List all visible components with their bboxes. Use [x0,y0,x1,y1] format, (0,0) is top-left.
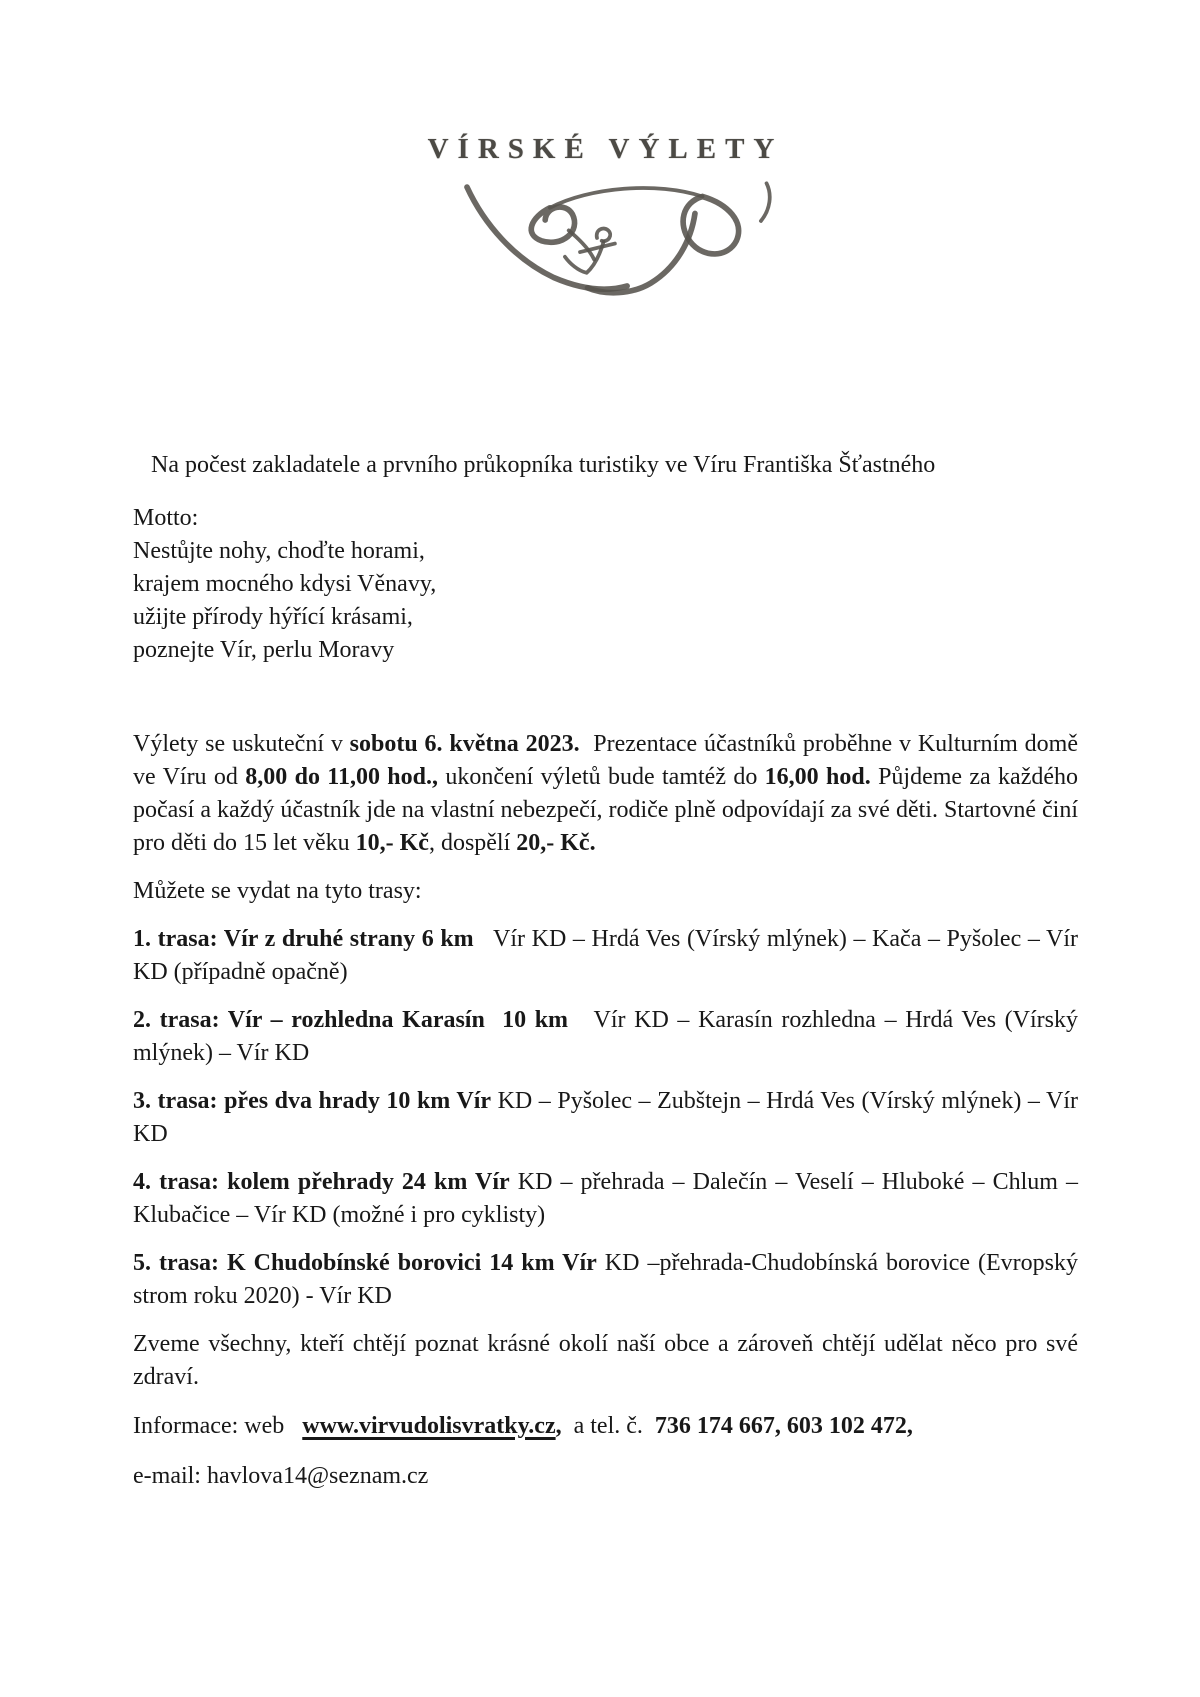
route-description: KD – Pyšolec – Zubštejn – Hrdá Ves (Vírský mlýnek) – Vír KD [133,1088,1084,1147]
route-title: 3. trasa: přes dva hrady 10 km Vír [133,1088,492,1114]
route-title: 4. trasa: kolem přehrady 24 km Vír [133,1169,510,1195]
motto-line: poznejte Vír, perlu Moravy [133,637,395,663]
route-item-2 [133,1004,1084,1070]
text-segment: , dospělí [428,830,517,856]
motto-label: Motto: [133,505,199,531]
contact-line [133,1410,1078,1443]
logo-block [133,0,1078,309]
logo-title: VÍRSKÉ VÝLETY [427,133,784,165]
website-link[interactable]: www.virvudolisvratky.cz [302,1413,556,1439]
contact-prefix: Informace: web [133,1413,303,1439]
text-segment: Půjdeme za každého počasí a každý účastník jde na vlastní nebezpečí, rodiče plně odpovídají za své děti. Startovné činí pro děti do 15 let věku [133,764,1085,856]
contact-phone-numbers: 736 174 667, 603 102 472, [654,1413,913,1439]
route-description: Vír KD – Hrdá Ves (Vírský mlýnek) – Kača – Pyšolec – Vír KD (případně opačně) [133,926,1084,985]
email-line: e-mail: havlova14@seznam.cz [133,1463,429,1489]
signature-wrap [133,172,1078,309]
route-description: Vír KD – Karasín rozhledna – Hrdá Ves (Vírský mlýnek) – Vír KD [133,1007,1084,1066]
route-item-5 [133,1247,1084,1313]
route-title: 1. trasa: Vír z druhé strany 6 km [133,926,474,952]
intro-paragraph [133,728,1085,860]
text-segment: 20,- Kč. [516,830,596,856]
dedication-text: Na počest zakladatele a prvního průkopníka turistiky ve Víru Františka Šťastného [151,452,936,478]
route-item-4 [133,1166,1084,1232]
closing-paragraph: Zveme všechny, kteří chtějí poznat krásné okolí naší obce a zároveň chtějí udělat něco pro své zdraví. [133,1331,1084,1390]
motto-line: Nestůjte nohy, choďte horami, [133,538,425,564]
route-item-1 [133,923,1084,989]
motto-block [133,502,1078,667]
text-segment: 10,- Kč [355,830,429,856]
motto-line: krajem mocného kdysi Věnavy, [133,571,437,597]
signature-monogram-icon [443,172,783,302]
route-title: 5. trasa: K Chudobínské borovici 14 km Vír [133,1250,597,1276]
routes-heading: Můžete se vydat na tyto trasy: [133,878,422,904]
route-title: 2. trasa: Vír – rozhledna Karasín 10 km [133,1007,569,1033]
motto-line: užijte přírody hýřící krásami, [133,604,413,630]
route-description: KD – přehrada – Dalečín – Veselí – Hluboké – Chlum – Klubačice – Vír KD (možné i pro cyklisty) [133,1169,1084,1228]
text-segment: ukončení výletů bude tamtéž do [438,764,765,790]
website-link-comma: , [555,1413,562,1439]
text-segment: Prezentace účastníků proběhne v Kulturním domě ve Víru od [133,731,1084,790]
route-item-3 [133,1085,1084,1151]
contact-middle: a tel. č. [561,1413,655,1439]
text-segment: sobotu 6. května 2023. [349,731,580,757]
route-description: KD –přehrada-Chudobínská borovice (Evropský strom roku 2020) - Vír KD [133,1250,1084,1309]
text-segment: Výlety se uskuteční v [133,731,350,757]
text-segment: 8,00 do 11,00 hod., [245,764,439,790]
text-segment: 16,00 hod. [764,764,871,790]
